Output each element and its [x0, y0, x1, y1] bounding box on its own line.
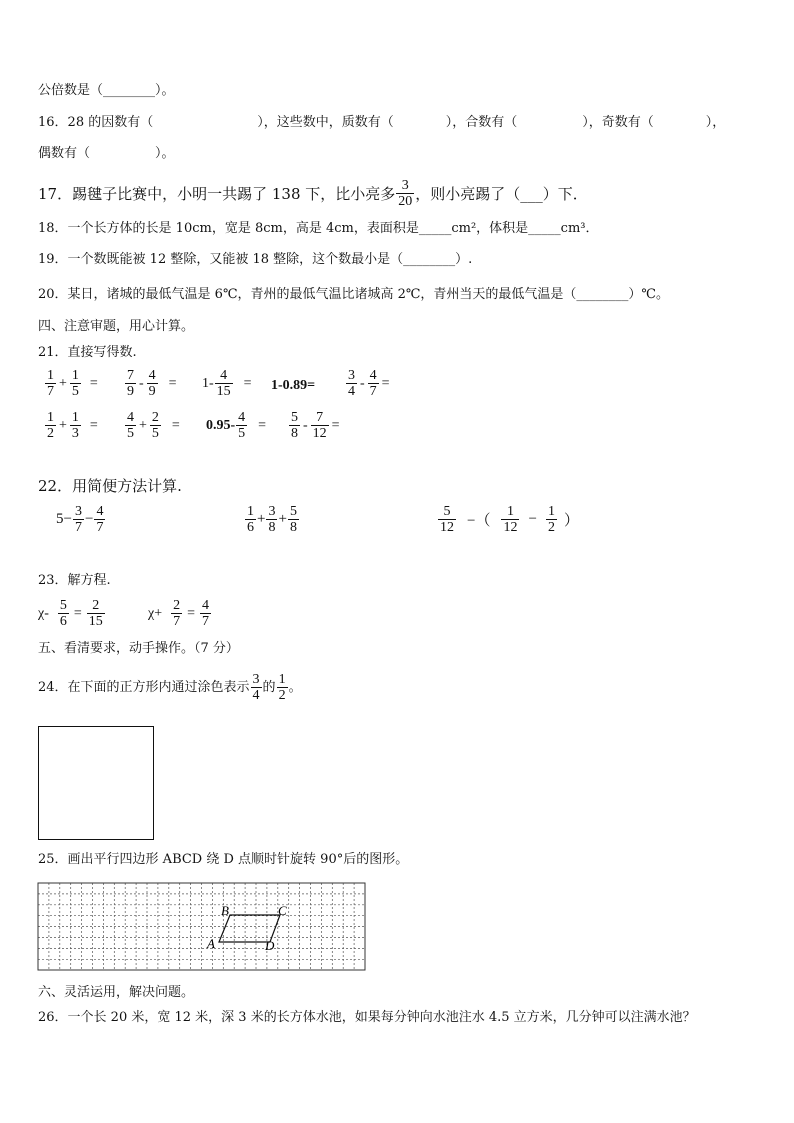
- q23-equation-a: χ- $\frac{5}{6}$ = $\frac{2}{15}$: [38, 598, 103, 629]
- q24: [38, 672, 302, 703]
- q25: 25．画出平行四边形 ABCD 绕 D 点顺时针旋转 90°后的图形。: [38, 852, 409, 867]
- vertex-label-a: A: [207, 936, 215, 951]
- q21-item-a: $\frac{1}{7}$ + $\frac{1}{5}$ =: [47, 368, 98, 399]
- section-4-heading: 四、注意审题，用心计算。: [38, 319, 195, 334]
- section-5-heading: 五、看清要求，动手操作。（7 分）: [38, 641, 239, 656]
- q15-tail: 公倍数是（________）。: [38, 83, 175, 98]
- q17: [38, 178, 588, 209]
- q21-item-b: $\frac{7}{9}$ - $\frac{4}{9}$ =: [127, 368, 177, 399]
- section-6-heading: 六、灵活运用，解决问题。: [38, 985, 195, 1000]
- q21-item-i: $\frac{5}{8}$ - $\frac{7}{12}$ =: [291, 410, 340, 441]
- q17-fraction: [396, 178, 414, 209]
- q24-fraction-2: $\frac{1}{2}$: [278, 672, 286, 703]
- q18: 18．一个长方体的长是 10cm，宽是 8cm，高是 4cm，表面积是_____cm²，体积是_____cm³．: [38, 221, 599, 236]
- q24-text-post: 。: [288, 679, 302, 695]
- numerator: 3: [401, 178, 409, 193]
- q21-item-e: $\frac{3}{4}$ - $\frac{4}{7}$ =: [348, 368, 390, 399]
- q21-item-f: $\frac{1}{2}$ + $\frac{1}{3}$ =: [47, 410, 98, 441]
- q24-text-pre: 24．在下面的正方形内通过涂色表示: [38, 679, 250, 695]
- q25-grid[interactable]: [37, 882, 367, 972]
- vertex-label-d: D: [265, 938, 275, 953]
- q20: 20．某日，诸城的最低气温是 6℃，青州的最低气温比诸城高 2℃，青州当天的最低气温是（________）℃。: [38, 287, 669, 302]
- q21-item-g: $\frac{4}{5}$ + $\frac{2}{5}$ =: [127, 410, 180, 441]
- q22-title: 22．用简便方法计算.: [38, 477, 182, 495]
- q21-item-c: 1- $\frac{4}{15}$ =: [202, 368, 252, 399]
- vertex-label-c: C: [278, 903, 287, 918]
- q21-item-d: 1-0.89=: [271, 378, 316, 393]
- q22-item-a: 5− $\frac{3}{7}$ − $\frac{4}{7}$: [56, 504, 104, 535]
- q23-equation-b: χ+ $\frac{2}{7}$ = $\frac{4}{7}$: [148, 598, 210, 629]
- q26: 26．一个长 20 米，宽 12 米，深 3 米的长方体水池，如果每分钟向水池注水 4.5 立方米，几分钟可以注满水池？: [38, 1010, 696, 1025]
- q23-title: 23．解方程.: [38, 573, 111, 588]
- q17-text-pre: 17．踢毽子比赛中，小明一共踢了 138 下，比小亮多: [38, 184, 396, 203]
- q24-text-mid: 的: [262, 679, 276, 695]
- q19: 19．一个数既能被 12 整除，又能被 18 整除，这个数最小是（________）.: [38, 252, 473, 267]
- denominator: 20: [398, 194, 413, 209]
- q21-title: 21．直接写得数.: [38, 345, 137, 360]
- q22-item-c: $\frac{5}{12}$ −（ $\frac{1}{12}$ − $\frac{1}{2}$ ）: [440, 504, 579, 535]
- q16-line1: 16．28 的因数有（ ），这些数中，质数有（ ），合数有（ ），奇数有（ ），: [38, 115, 726, 130]
- q24-square[interactable]: [38, 726, 154, 840]
- q16-line2: 偶数有（ ）。: [38, 146, 175, 161]
- q24-fraction-1: $\frac{3}{4}$: [252, 672, 260, 703]
- q17-text-post: ，则小亮踢了（___）下．: [415, 184, 588, 203]
- vertex-label-b: B: [221, 903, 229, 918]
- q22-item-b: $\frac{1}{6}$ + $\frac{3}{8}$ + $\frac{5}{8}$: [247, 504, 297, 535]
- q21-item-h: 0.95- $\frac{4}{5}$ =: [206, 410, 267, 441]
